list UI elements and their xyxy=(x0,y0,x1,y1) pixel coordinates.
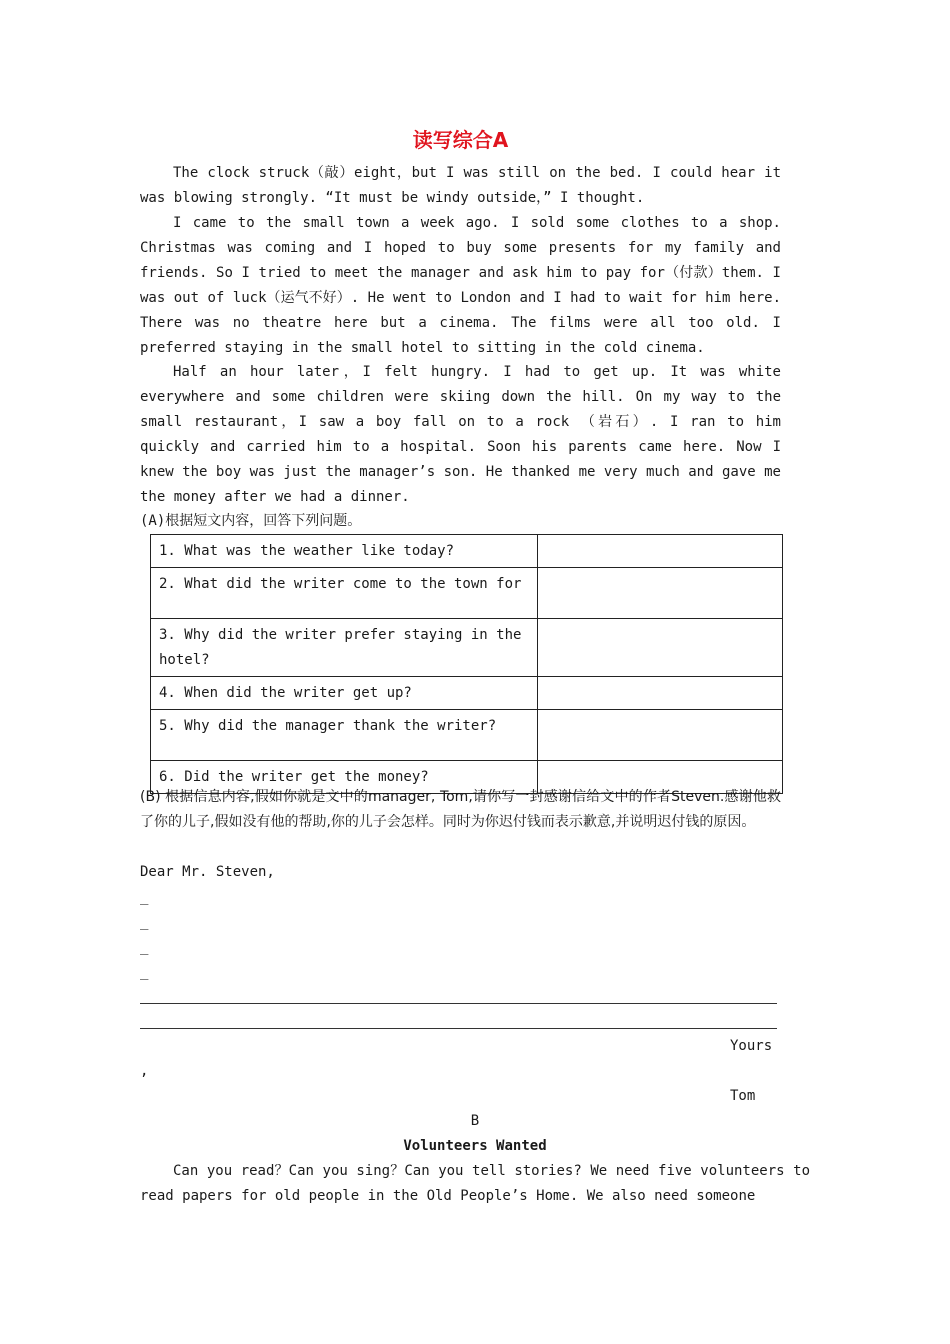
table-row xyxy=(151,710,783,761)
question-cell: 3. Why did the writer prefer staying in the hotel? xyxy=(151,619,538,677)
table-row xyxy=(151,677,783,710)
answer-cell[interactable] xyxy=(538,568,783,619)
part-a-instruction: (A)根据短文内容，回答下列问题。 xyxy=(140,513,362,529)
question-cell: 2. What did the writer come to the town for xyxy=(151,568,538,619)
letter-closing: Yours xyxy=(730,1038,773,1054)
section-letter: B xyxy=(470,1113,480,1129)
answer-cell[interactable] xyxy=(538,710,783,761)
blank-line[interactable]: _ xyxy=(140,914,149,930)
writing-line[interactable] xyxy=(140,1028,777,1029)
passage-paragraph-3: Half an hour later，I felt hungry. I had to get up. It was white everywhere and some children were skiing down the hill. On my way to the small restaurant，I saw a boy fall on to a rock （岩石）. I ran to him quickly and carried him to a hospital. Soon his parents came here. Now I knew the boy was just the manager’s son. He thanked me very much and gave me the money after we had a dinner. xyxy=(140,364,781,505)
page-title: 读写综合A xyxy=(412,128,509,152)
part-b-instruction: (B) 根据信息内容,假如你就是文中的manager, Tom,请你写一封感谢信给文中的作者Steven.感谢他救了你的儿子,假如没有他的帮助,你的儿子会怎样。同时为你迟付钱而表示歉意,并说明迟付钱的原因。 xyxy=(140,789,781,830)
letter-greeting: Dear Mr. Steven, xyxy=(140,864,275,880)
answer-cell[interactable] xyxy=(538,619,783,677)
answer-cell[interactable] xyxy=(538,677,783,710)
passage-paragraph-1: The clock struck（敲）eight，but I was still on the bed. I could hear it was blowing strongly. “It must be windy outside，” I thought. xyxy=(140,165,781,206)
section-b-paragraph: Can you read？Can you sing？Can you tell stories? We need five volunteers to read papers for old people in the Old People’s Home. We also need someone xyxy=(140,1163,810,1204)
passage-paragraph-2: I came to the small town a week ago. I sold some clothes to a shop. Christmas was coming and I hoped to buy some presents for my family and friends. So I tried to meet the manager and ask him to pay for（付款）them. I was out of luck（运气不好）. He went to London and I had to wait for him here. There was no theatre here but a cinema. The films were all too old. I preferred staying in the small hotel to sitting in the cold cinema. xyxy=(140,215,781,356)
question-cell: 1. What was the weather like today? xyxy=(151,535,538,568)
blank-line[interactable]: _ xyxy=(140,939,149,955)
question-cell: 4. When did the writer get up? xyxy=(151,677,538,710)
letter-signature: Tom xyxy=(730,1088,756,1104)
question-cell: 5. Why did the manager thank the writer? xyxy=(151,710,538,761)
question-cell: 6. Did the writer get the money? xyxy=(151,761,538,794)
table-row xyxy=(151,619,783,677)
blank-line[interactable]: _ xyxy=(140,889,149,905)
table-row xyxy=(151,535,783,568)
writing-line[interactable] xyxy=(140,1003,777,1004)
section-heading: Volunteers Wanted xyxy=(403,1138,547,1154)
closing-comma: , xyxy=(140,1063,149,1079)
blank-line[interactable]: _ xyxy=(140,964,149,980)
questions-table xyxy=(150,534,783,794)
answer-cell[interactable] xyxy=(538,535,783,568)
table-row xyxy=(151,568,783,619)
